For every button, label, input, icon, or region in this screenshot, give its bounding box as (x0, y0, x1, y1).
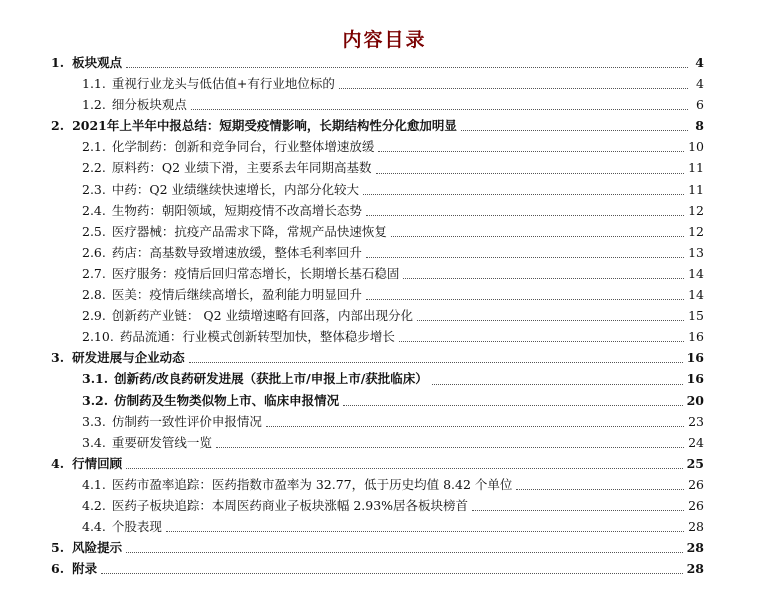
toc-entry-title: 重视行业龙头与低估值+有行业地位标的 (111, 76, 335, 92)
toc-entry[interactable] (51, 495, 704, 516)
toc-entry-page-number: 20 (686, 392, 704, 408)
toc-entry[interactable] (51, 368, 704, 389)
toc-entry-page-number: 14 (688, 265, 704, 281)
toc-dot-leader (126, 66, 688, 68)
toc-dot-leader (191, 108, 688, 110)
toc-entry-page-number: 4 (695, 55, 704, 70)
toc-entry-number: 1.2. (82, 97, 106, 113)
toc-entry[interactable] (51, 453, 704, 474)
toc-entry[interactable] (51, 432, 704, 453)
toc-entry-page-number: 15 (688, 308, 704, 324)
toc-entry-title: 医药市盈率追踪：医药指数市盈率为 32.77，低于历史均值 8.42 个单位 (111, 476, 513, 492)
toc-entry-title: 医药子板块追踪：本周医药商业子板块涨幅 2.93%居各板块榜首 (111, 497, 469, 513)
toc-entry-title: 重要研发管线一览 (111, 434, 212, 450)
toc-entry-title: 行情回顾 (72, 455, 123, 471)
toc-entry[interactable] (51, 390, 704, 411)
toc-entry-number: 2.1. (82, 139, 106, 155)
toc-entry-title: 仿制药及生物类似物上市、临床申报情况 (114, 392, 340, 408)
toc-dot-leader (399, 340, 684, 342)
toc-entry[interactable] (51, 347, 704, 368)
toc-entry[interactable] (51, 516, 704, 537)
toc-entry[interactable] (51, 94, 704, 115)
toc-entry-number: 2.4. (82, 202, 106, 218)
toc-entry-title: 医美：疫情后继续高增长，盈利能力明显回升 (111, 287, 362, 303)
toc-entry[interactable] (51, 305, 704, 326)
toc-entry[interactable] (51, 263, 704, 284)
toc-entry-title: 细分板块观点 (111, 97, 187, 113)
toc-entry-number: 2.6. (82, 244, 106, 260)
toc-dot-leader (376, 172, 685, 174)
toc-dot-leader (378, 150, 684, 152)
toc-entry-page-number: 25 (686, 455, 704, 471)
toc-dot-leader (339, 87, 688, 89)
toc-entry-number: 1.1. (82, 76, 106, 92)
toc-entry[interactable] (51, 73, 704, 94)
toc-entry-title: 医疗服务：疫情后回归常态增长，长期增长基石稳固 (111, 265, 400, 281)
toc-entry-page-number: 16 (686, 371, 704, 387)
toc-dot-leader (461, 129, 688, 131)
toc-entry[interactable] (51, 411, 704, 432)
toc-dot-leader (216, 446, 684, 448)
toc-entry-title: 板块观点 (72, 55, 123, 70)
toc-dot-leader (266, 425, 684, 427)
toc-entry-page-number: 28 (686, 561, 704, 577)
toc-entry-number: 2. (51, 118, 65, 134)
toc-entry-title: 药品流通：行业模式创新转型加快，整体稳步增长 (119, 329, 395, 345)
toc-list (51, 52, 704, 579)
toc-entry-number: 3.1. (82, 371, 109, 387)
toc-entry-title: 仿制药一致性评价申报情况 (111, 413, 262, 429)
toc-entry-number: 3.3. (82, 413, 106, 429)
toc-entry[interactable] (51, 242, 704, 263)
toc-entry-number: 4. (51, 455, 65, 471)
toc-dot-leader (366, 298, 684, 300)
toc-entry-page-number: 28 (686, 540, 704, 556)
toc-entry[interactable] (51, 115, 704, 136)
toc-entry-title: 药店：高基数导致增速放缓，整体毛利率回升 (111, 244, 362, 260)
toc-entry-page-number: 12 (688, 202, 704, 218)
toc-entry[interactable] (51, 136, 704, 157)
toc-entry-title: 个股表现 (111, 519, 162, 535)
toc-entry-number: 1. (51, 55, 65, 70)
toc-entry-number: 2.5. (82, 223, 106, 239)
toc-entry-page-number: 23 (688, 413, 704, 429)
toc-dot-leader (403, 277, 684, 279)
toc-dot-leader (472, 509, 684, 511)
toc-entry-page-number: 12 (688, 223, 704, 239)
toc-entry-title: 创新药产业链： Q2 业绩增速略有回落，内部出现分化 (111, 308, 414, 324)
toc-entry-title: 生物药：朝阳领域，短期疫情不改高增长态势 (111, 202, 362, 218)
toc-entry-title: 附录 (72, 561, 98, 577)
toc-dot-leader (126, 467, 683, 469)
toc-entry-number: 3. (51, 350, 65, 366)
toc-entry-page-number: 26 (688, 476, 704, 492)
toc-entry-number: 5. (51, 540, 65, 556)
toc-dot-leader (366, 214, 684, 216)
toc-dot-leader (366, 256, 684, 258)
toc-dot-leader (391, 235, 684, 237)
toc-entry-page-number: 11 (688, 160, 704, 176)
toc-dot-leader (166, 530, 684, 532)
toc-entry-page-number: 6 (696, 97, 704, 113)
toc-entry-page-number: 16 (686, 350, 704, 366)
toc-entry-title: 风险提示 (72, 540, 123, 556)
toc-entry-page-number: 10 (688, 139, 704, 155)
toc-entry-title: 化学制药：创新和竞争同台，行业整体增速放缓 (111, 139, 375, 155)
toc-entry-title: 原料药：Q2 业绩下滑，主要系去年同期高基数 (111, 160, 372, 176)
toc-entry[interactable] (51, 558, 704, 579)
toc-entry-number: 6. (51, 561, 65, 577)
toc-dot-leader (126, 551, 683, 553)
toc-entry-number: 2.9. (82, 308, 106, 324)
toc-entry-title: 创新药/改良药研发进展（获批上市/申报上市/获批临床） (114, 371, 428, 387)
toc-entry-number: 4.2. (82, 497, 106, 513)
toc-dot-leader (363, 193, 684, 195)
toc-title: 内容目录 (342, 29, 427, 51)
toc-dot-leader (189, 361, 683, 363)
toc-entry-page-number: 4 (696, 76, 704, 92)
toc-entry[interactable] (51, 284, 704, 305)
toc-entry-number: 2.3. (82, 181, 106, 197)
toc-entry-page-number: 16 (688, 329, 704, 345)
toc-entry-title: 研发进展与企业动态 (72, 350, 185, 366)
toc-entry-number: 2.8. (82, 287, 106, 303)
toc-entry[interactable] (51, 537, 704, 558)
toc-entry-page-number: 14 (688, 287, 704, 303)
toc-entry-title: 医疗器械：抗疫产品需求下降，常规产品快速恢复 (111, 223, 387, 239)
toc-entry-page-number: 24 (688, 434, 704, 450)
toc-dot-leader (417, 319, 684, 321)
toc-entry-number: 3.4. (82, 434, 106, 450)
toc-entry-number: 4.1. (82, 476, 106, 492)
toc-entry[interactable] (51, 326, 704, 347)
toc-entry[interactable] (51, 157, 704, 178)
toc-entry-number: 2.7. (82, 265, 106, 281)
toc-entry-page-number: 26 (688, 497, 704, 513)
toc-entry[interactable] (51, 52, 704, 73)
toc-dot-leader (343, 404, 682, 406)
toc-entry-page-number: 28 (688, 519, 704, 535)
toc-dot-leader (101, 572, 683, 574)
toc-entry-page-number: 11 (688, 181, 704, 197)
toc-dot-leader (432, 383, 683, 385)
toc-entry-number: 2.2. (82, 160, 106, 176)
toc-entry-number: 4.4. (82, 519, 106, 535)
toc-entry-page-number: 8 (695, 118, 704, 134)
toc-entry[interactable] (51, 221, 704, 242)
toc-entry-page-number: 13 (688, 244, 704, 260)
toc-dot-leader (516, 488, 684, 490)
toc-entry[interactable] (51, 474, 704, 495)
toc-entry-title: 2021年上半年中报总结：短期受疫情影响，长期结构性分化愈加明显 (72, 118, 457, 134)
toc-entry-number: 2.10. (82, 329, 114, 345)
toc-entry[interactable] (51, 179, 704, 200)
toc-entry-title: 中药：Q2 业绩继续快速增长，内部分化较大 (111, 181, 360, 197)
toc-entry-number: 3.2. (82, 392, 109, 408)
toc-entry[interactable] (51, 200, 704, 221)
